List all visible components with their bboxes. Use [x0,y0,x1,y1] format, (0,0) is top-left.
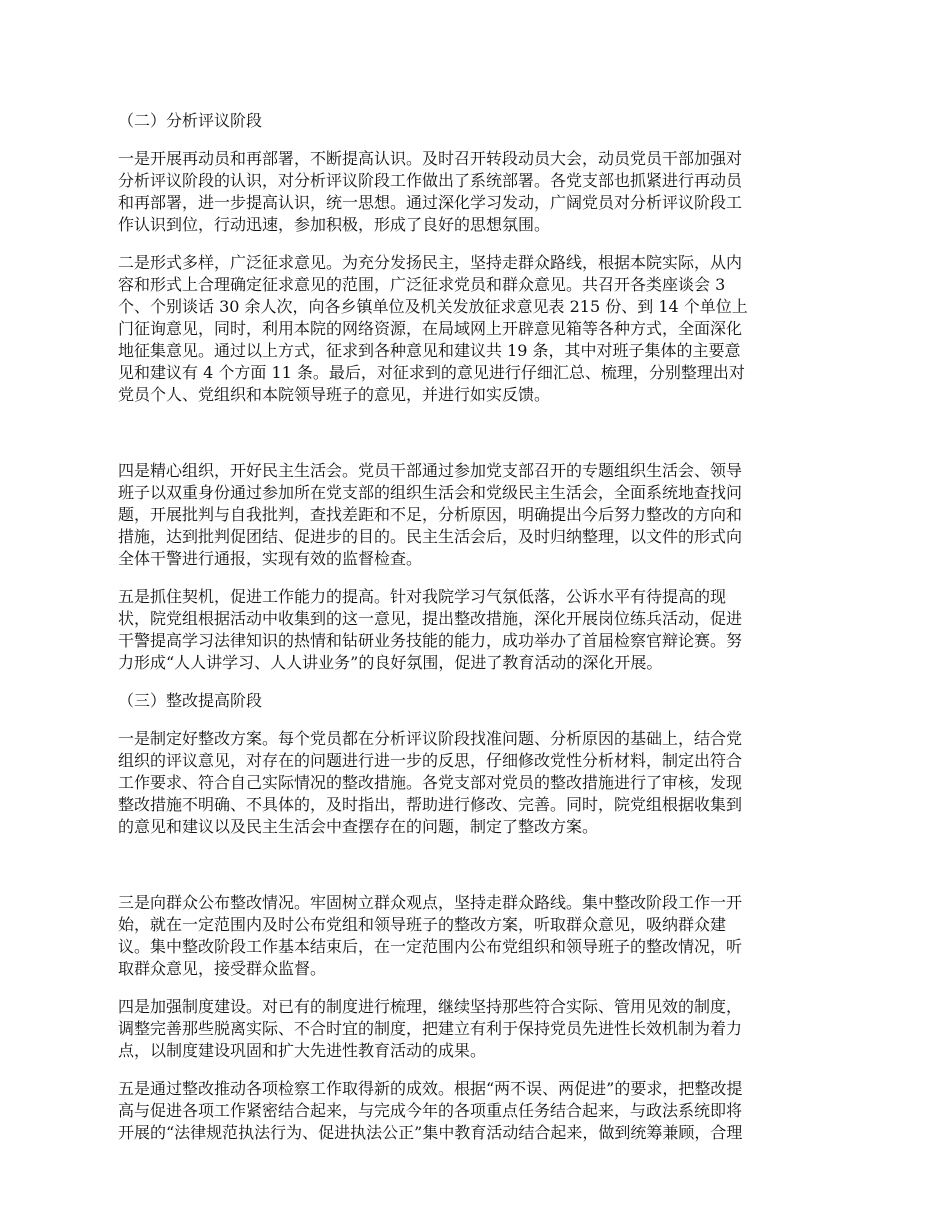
paragraph-line: 二是形式多样，广泛征求意见。为充分发扬民主，坚持走群众路线，根据本院实际，从内 [118,253,743,272]
paragraph-line: 班子以双重身份通过参加所在党支部的组织生活会和党级民主生活会，全面系统地查找问 [118,483,743,502]
paragraph-line: 取群众意见，接受群众监督。 [118,959,327,978]
paragraph-line: 的意见和建议以及民主生活会中查摆存在的问题，制定了整改方案。 [118,817,599,836]
paragraph-line: 点，以制度建设巩固和扩大先进性教育活动的成果。 [118,1041,487,1060]
paragraph-line: 个、个别谈话 30 余人次，向各乡镇单位及机关发放征求意见表 215 份、到 14 个单位上 [118,297,748,316]
section-heading: （三）整改提高阶段 [118,691,263,710]
paragraph-line: 五是通过整改推动各项检察工作取得新的成效。根据“两不误、两促进”的要求，把整改提 [118,1079,743,1098]
paragraph-line: 作认识到位，行动迅速，参加积极，形成了良好的思想氛围。 [118,215,551,234]
paragraph [118,1078,838,1144]
paragraph-line: 四是精心组织，开好民主生活会。党员干部通过参加党支部召开的专题组织生活会、领导 [118,461,743,480]
paragraph-line: 和再部署，进一步提高认识，统一思想。通过深化学习发动，广阔党员对分析评议阶段工 [118,193,743,212]
paragraph-line: 五是抓住契机，促进工作能力的提高。针对我院学习气氛低落，公诉水平有待提高的现 [118,587,727,606]
paragraph-line: 门征询意见，同时，利用本院的网络资源，在局域网上开辟意见箱等各种方式，全面深化 [118,319,743,338]
paragraph-line: 分析评议阶段的认识，对分析评议阶段工作做出了系统部署。各党支部也抓紧进行再动员 [118,171,743,190]
paragraph-line: 整改措施不明确、不具体的，及时指出，帮助进行修改、完善。同时，院党组根据收集到 [118,795,743,814]
paragraph-line: 措施，达到批判促团结、促进步的目的。民主生活会后，及时归纳整理，以文件的形式向 [118,527,743,546]
paragraph [118,460,838,570]
paragraph-line: 组织的评议意见，对存在的问题进行进一步的反思，仔细修改党性分析材料，制定出符合 [118,751,743,770]
paragraph-line: 高与促进各项工作紧密结合起来，与完成今年的各项重点任务结合起来，与政法系统即将 [118,1101,743,1120]
paragraph-line: 见和建议有 4 个方面 11 条。最后，对征求到的意见进行仔细汇总、梳理，分别整理出对 [118,363,745,382]
paragraph-line: 容和形式上合理确定征求意见的范围，广泛征求党员和群众意见。共召开各类座谈会 3 [118,275,726,294]
paragraph-line: 党员个人、党组织和本院领导班子的意见，并进行如实反馈。 [118,385,551,404]
paragraph-gap [118,854,838,892]
paragraph-line: 三是向群众公布整改情况。牢固树立群众观点，坚持走群众路线。集中整改阶段工作一开 [118,893,743,912]
paragraph [118,148,838,236]
paragraph-line: 干警提高学习法律知识的热情和钻研业务技能的能力，成功举办了首届检察官辩论赛。努 [118,631,743,650]
paragraph-line: 一是制定好整改方案。每个党员都在分析评议阶段找准问题、分析原因的基础上，结合党 [118,729,743,748]
paragraph-line: 地征集意见。通过以上方式，征求到各种意见和建议共 19 条，其中对班子集体的主要意 [118,341,741,360]
paragraph-line: 四是加强制度建设。对已有的制度进行梳理，继续坚持那些符合实际、管用见效的制度， [118,997,743,1016]
paragraph-line: 开展的“法律规范执法行为、促进执法公正”集中教育活动结合起来，做到统筹兼顾，合理 [118,1123,743,1142]
paragraph [118,252,838,406]
paragraph-line: 状，院党组根据活动中收集到的这一意见，提出整改措施，深化开展岗位练兵活动，促进 [118,609,743,628]
paragraph [118,586,838,674]
document-page [118,110,838,1160]
paragraph-line: 一是开展再动员和再部署，不断提高认识。及时召开转段动员大会，动员党员干部加强对 [118,149,743,168]
paragraph [118,996,838,1062]
paragraph-line: 力形成“人人讲学习、人人讲业务”的良好氛围，促进了教育活动的深化开展。 [118,653,663,672]
paragraph [118,892,838,980]
paragraph-gap [118,422,838,460]
paragraph-line: 议。集中整改阶段工作基本结束后，在一定范围内公布党组织和领导班子的整改情况，听 [118,937,743,956]
paragraph-line: 工作要求、符合自己实际情况的整改措施。各党支部对党员的整改措施进行了审核，发现 [118,773,743,792]
paragraph-line: 题，开展批判与自我批判，查找差距和不足，分析原因，明确提出今后努力整改的方向和 [118,505,743,524]
paragraph-line: 调整完善那些脱离实际、不合时宜的制度，把建立有利于保持党员先进性长效机制为着力 [118,1019,743,1038]
paragraph [118,728,838,838]
section-heading: （二）分析评议阶段 [118,111,263,130]
paragraph-line: 全体干警进行通报，实现有效的监督检查。 [118,549,423,568]
paragraph-line: 始，就在一定范围内及时公布党组和领导班子的整改方案，听取群众意见，吸纳群众建 [118,915,727,934]
